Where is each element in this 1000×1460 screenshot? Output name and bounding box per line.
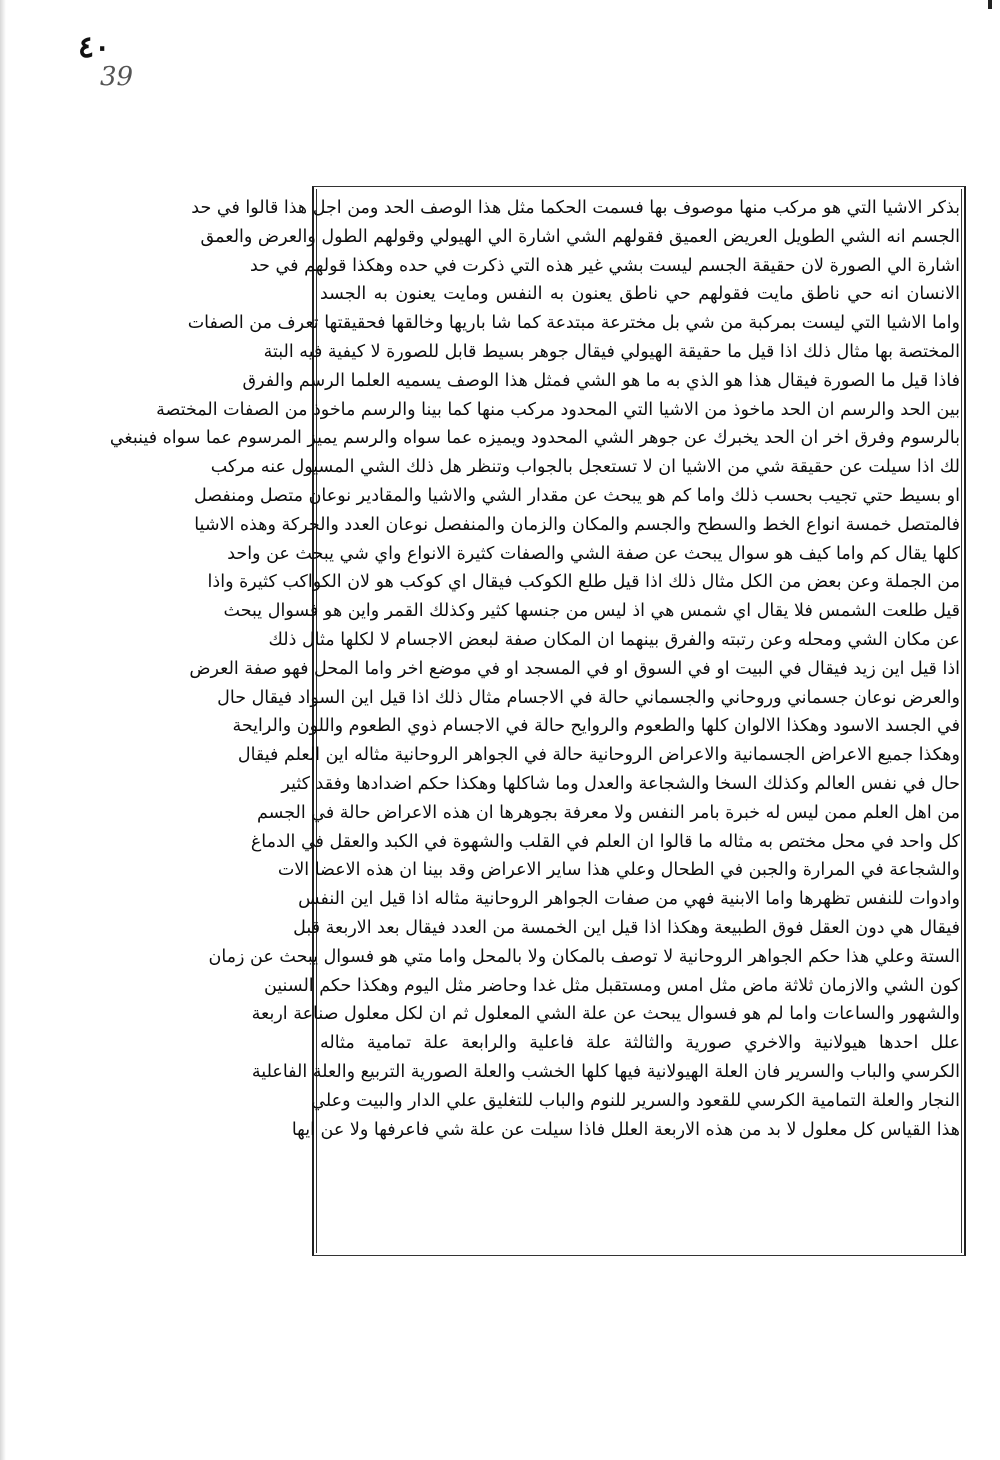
text-line: من الجملة وعن بعض من الكل مثال ذلك اذا قيل طلع الكوكب فيقال اي كوكب هو لان الكواكب كثيرة واذا [207,572,960,593]
text-line: الانسان انه حي ناطق مايت فقولهم حي ناطق يعنون به النفس ومايت يعنون به الجسد [320,284,960,305]
text-line: اذا قيل اين زيد فيقال في البيت او في السوق او في المسجد او في موضع اخر واما المحل فهو صفة العرض [189,658,960,679]
text-line: لك اذا سيلت عن حقيقة شي من الاشيا ان لا تستعجل بالجواب وتنظر هل ذلك الشي المسيول عنه مركب [210,457,960,478]
text-line: هذا القياس كل معلول لا بد من هذه الاربعة العلل فاذا سيلت عن علة شي فاعرفها ولا عن ايها [291,1119,960,1140]
text-line: النجار والعلة التمامية الكرسي للقعود والسرير للنوم والباب للتغليق علي الدار والبيت وعلي [311,1090,960,1111]
text-line: الكرسي والباب والسرير فان العلة الهيولانية فيها كلها الخشب والعلة الصورية التربيع والعلة الفاعلية [251,1061,960,1082]
text-line: كلها يقال كم واما كيف هو سوال يبحث عن صفة الشي والصفات كثيرة الانواع واي شي يبحث عن واحد [227,543,960,564]
text-line: الجسم انه الشي الطويل العريض العميق فقولهم الشي اشارة الي الهيولي وقولهم الطول والعرض والعمق [200,226,960,247]
text-line: والعرض نوعان جسماني وروحاني والجسماني حالة في الاجسام مثال ذلك اذا قيل اين السواد فيقال حال [217,687,960,708]
text-line: عن مكان الشي ومحله وعن رتبته والفرق بينهما ان المكان صفة لبعض الاجسام لا لكلها مثال ذلك [268,629,960,650]
text-line: والشجاعة في المرارة والجبن في الطحال وعلي هذا ساير الاعراض وقد بينا ان هذه الاعضا الات [277,860,960,881]
text-line: كل واحد في محل مختص به مثاله ما قالوا ان العلم في القلب والشهوة في الكبد والعقل في الدماغ [250,831,960,852]
folio-number-ink: ٤٠ [78,30,111,65]
text-line: وادوات للنفس تظهرها واما الابنية فهي من صفات الجواهر الروحانية مثاله اذا قيل اين النفس [298,889,960,910]
text-line: فاذا قيل ما الصورة فيقال هذا هو الذي به ما هو الشي فمثل هذا الوصف يسميه العلما الرسم والفرق [242,370,960,391]
text-line: حال في نفس العالم وكذلك السخا والشجاعة والعدل وما شاكلها وهكذا حكم اضدادها وفقد كثير [281,773,960,794]
manuscript-text-block [109,194,960,1244]
text-line: فالمتصل خمسة انواع الخط والسطح والجسم والمكان والزمان والمنفصل نوعان العدد والحركة وهذه الاشيا [194,514,960,535]
corner-ink-mark [988,0,992,9]
text-line: بذكر الاشيا التي هو مركب منها موصوف بها فسمت الحكما مثل هذا الوصف الحد ومن اجل هذا قالوا في حد [191,198,960,218]
text-line: قيل طلعت الشمس فلا يقال اي شمس هي اذ ليس من جنسها كثير وكذلك القمر واين هو فسوال يبحث [223,601,960,622]
text-line: بين الحد والرسم ان الحد ماخوذ من الاشيا التي المحدود مركب منها كما بينا والرسم ماخوذ من الصفات المختصة [156,399,960,420]
folio-number-pencil: 39 [100,62,134,92]
text-line: واما الاشيا التي ليست بمركبة من شي بل مخترعة مبتدعة كما شا باريها وخالقها فحقيقتها تعرف من الصفات [187,313,960,334]
text-line: في الجسد الاسود وهكذا الالوان كلها والطعوم والروايح حالة في الاجسام ذوي الطعوم واللون والرايحة [232,716,960,737]
text-line: وهكذا جميع الاعراض الجسمانية والاعراض الروحانية حالة في الجواهر الروحانية مثاله اين العلم فيقال [237,745,960,766]
text-line: فيقال هي دون العقل فوق الطبيعة وهكذا اذا قيل اين الخمسة من العدد فيقال بعد الاربعة قبل [293,917,960,938]
text-line: او بسيط حتي تجيب بحسب ذلك واما كم هو يبحث عن مقدار الشي والاشيا والمقادير نوعان متصل ومنفصل [193,485,960,506]
page-edge-shadow [0,0,6,1460]
text-line: بالرسوم وفرق اخر ان الحد يخبرك عن جوهر الشي المحدود ويميزه عما سواه والرسم يميز المرسوم عما سواه فينبغي [109,428,960,449]
text-line: من اهل العلم ممن ليس له خبرة بامر النفس ولا معرفة بجوهرها ان هذه الاعراض حالة في الجسم [256,802,960,823]
text-line: كون الشي والازمان ثلاثة ماض مثل امس ومستقبل مثل غدا وحاضر مثل اليوم وهكذا حكم السنين [263,975,960,996]
text-line: اشارة الي الصورة لان حقيقة الجسم ليست بشي غير هذه التي ذكرت في حده وهكذا قولهم في حد [249,255,960,276]
text-line: المختصة بها مثال ذلك اذا قيل ما حقيقة الهيولي فيقال جوهر بسيط قابل للصورة لا كيفية فيه البتة [263,341,960,362]
text-line: والشهور والساعات واما لم هو فسوال يبحث عن علة الشي المعلول ثم ان لكل معلول صناعة اربعة [251,1004,960,1025]
text-line: الستة وعلي هذا حكم الجواهر الروحانية لا توصف بالمكان ولا بالمحل واما متي هو فسوال يبحث عن زمان [208,946,960,967]
text-line: علل احدها هيولانية والاخري صورية والثالثة علة فاعلية والرابعة علة تمامية مثاله [320,1033,960,1054]
